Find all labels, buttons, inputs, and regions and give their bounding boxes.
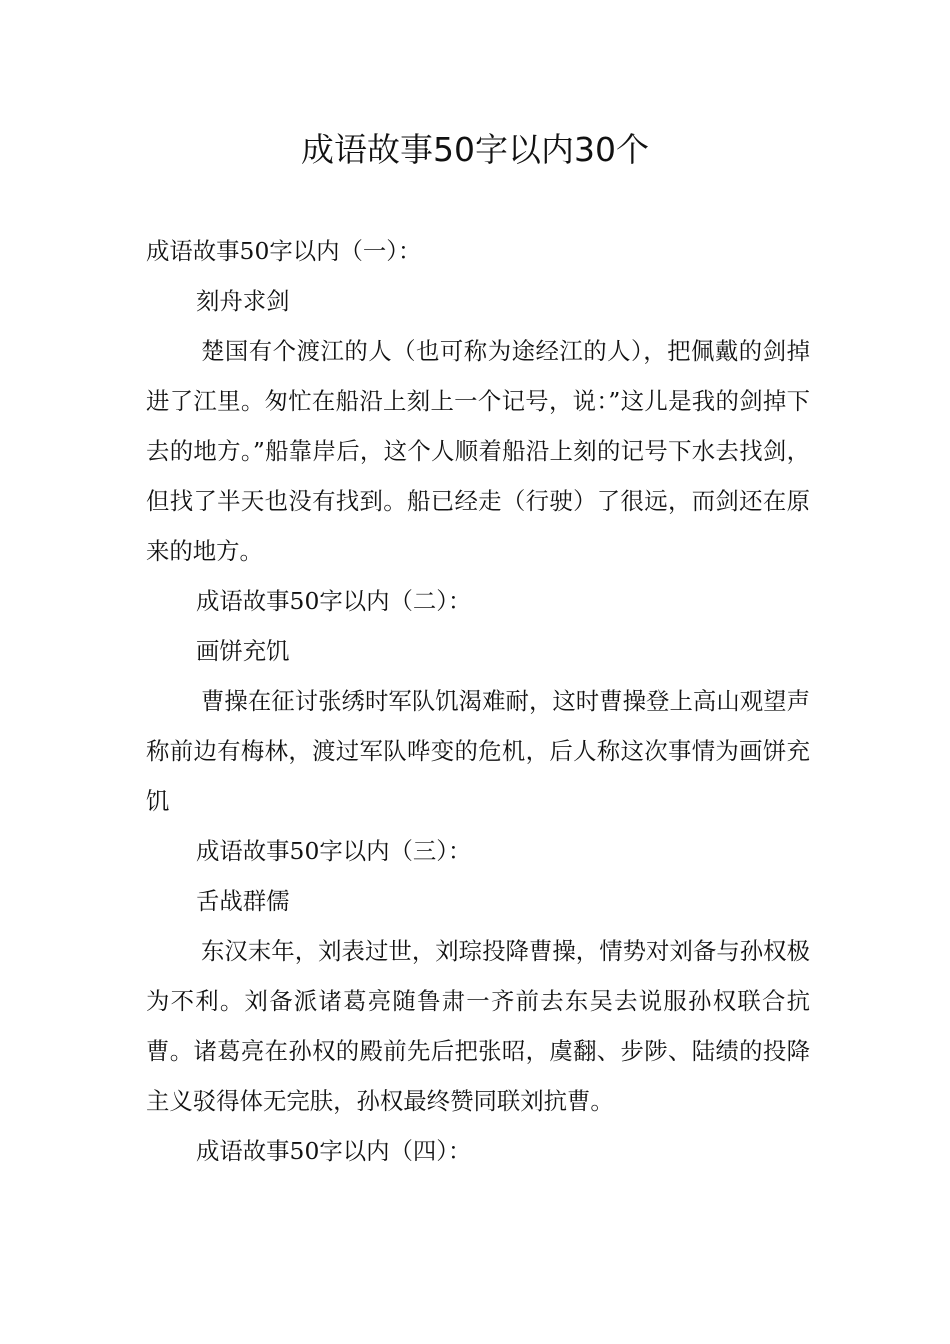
section-heading-3: 成语故事50字以内（三）： bbox=[196, 837, 472, 865]
story-paragraph-2: 曹操在征讨张绣时军队饥渴难耐，这时曹操登上高山观望声称前边有梅林，渡过军队哗变的危机，后人称这次事情为画饼充饥 bbox=[146, 687, 810, 815]
story-paragraph-3: 东汉末年，刘表过世，刘琮投降曹操，情势对刘备与孙权极为不利。刘备派诸葛亮随鲁肃一齐前去东吴去说服孙权联合抗曹。诸葛亮在孙权的殿前先后把张昭，虞翻、步陟、陆绩的投降主义驳得体无完肤，孙权最终赞同联刘抗曹。 bbox=[146, 937, 810, 1115]
section-heading-2: 成语故事50字以内（二）： bbox=[196, 587, 472, 615]
section-heading-1: 成语故事50字以内（一）： bbox=[146, 237, 422, 265]
document-body bbox=[146, 226, 810, 1176]
idiom-title-3: 舌战群儒 bbox=[196, 887, 290, 915]
idiom-title-1: 刻舟求剑 bbox=[196, 287, 290, 315]
idiom-title-2: 画饼充饥 bbox=[196, 637, 290, 665]
story-paragraph-1: 楚国有个渡江的人（也可称为途经江的人），把佩戴的剑掉进了江里。匆忙在船沿上刻上一个记号，说：”这儿是我的剑掉下去的地方。”船靠岸后，这个人顺着船沿上刻的记号下水去找剑，但找了半天也没有找到。船已经走（行驶）了很远，而剑还在原来的地方。 bbox=[146, 337, 810, 565]
section-heading-4: 成语故事50字以内（四）： bbox=[196, 1137, 472, 1165]
document-title: 成语故事50字以内30个 bbox=[301, 130, 649, 169]
